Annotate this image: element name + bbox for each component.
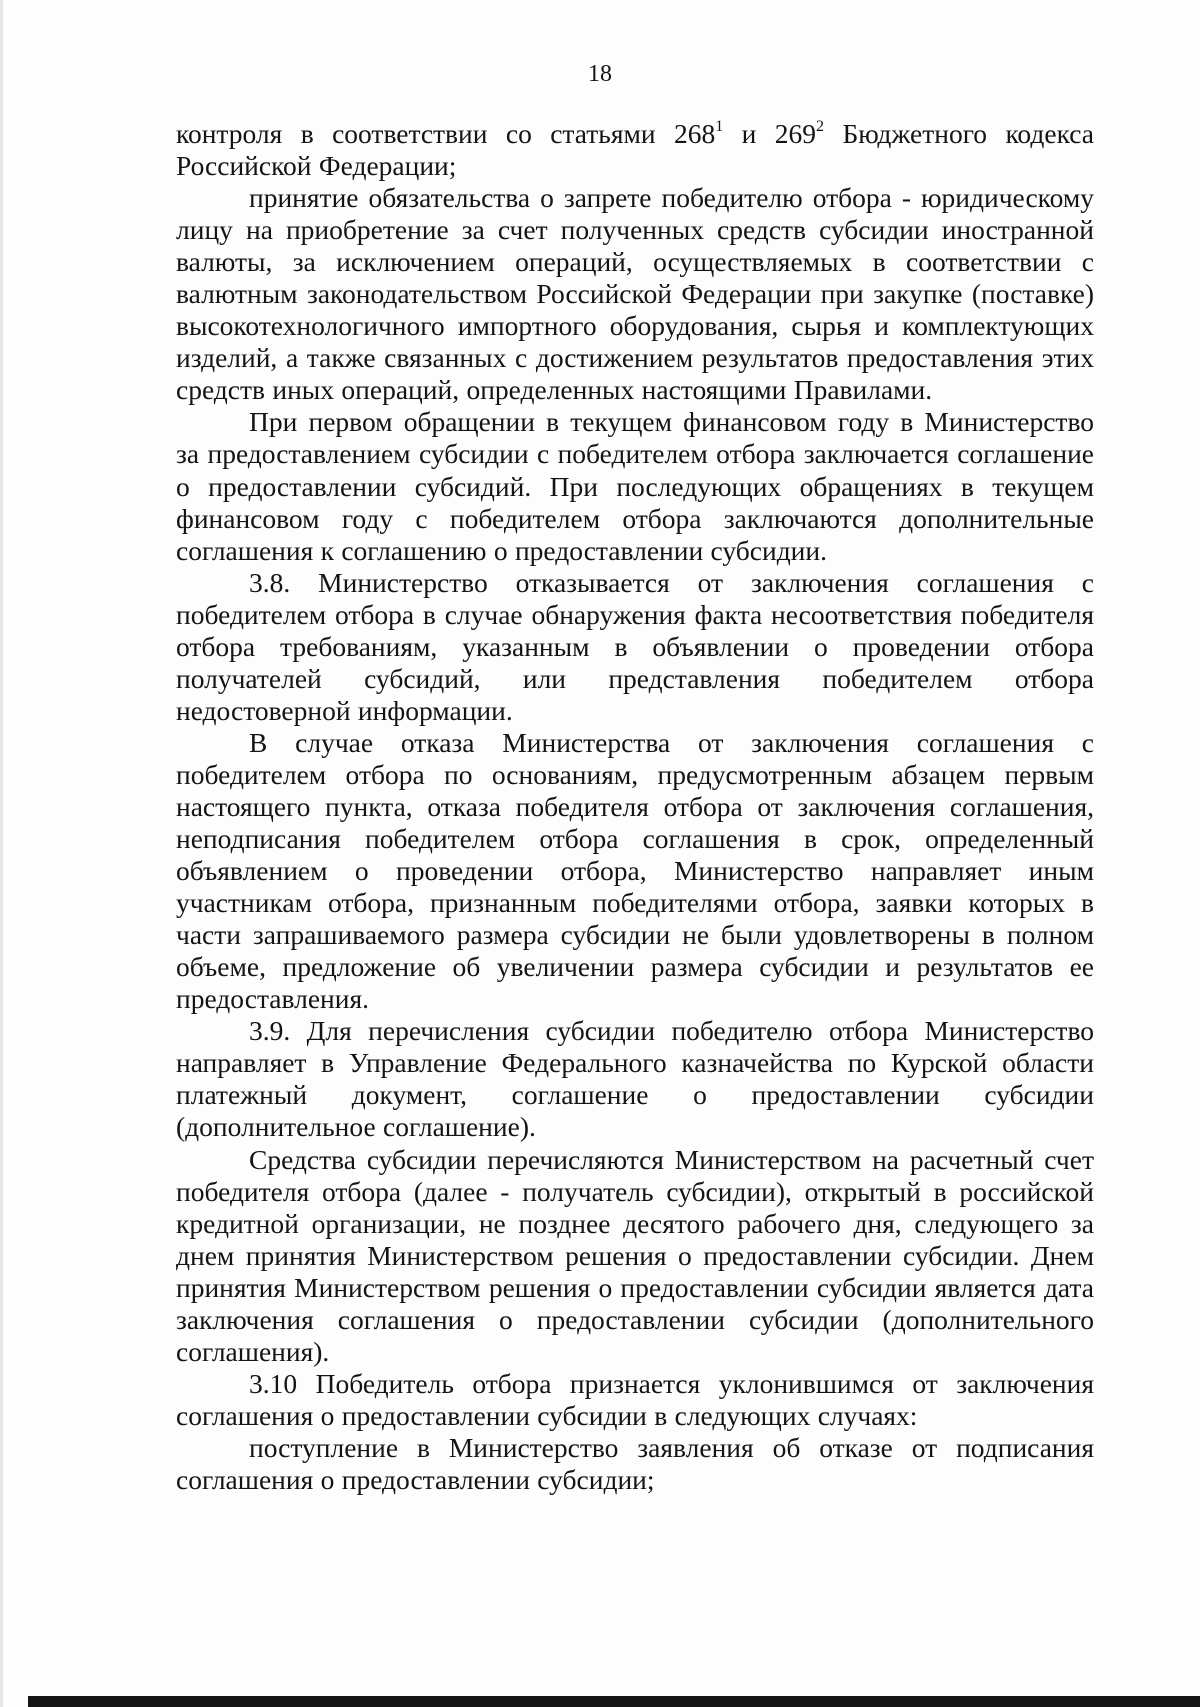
paragraph-currency-ban: принятие обязательства о запрете победителю отбора - юридическому лицу на приобретение за счет полученных средств субсидии иностранной валюты, за исключением операций, осуществляемых в соответствии с валютным законодательством Российской Федерации при закупке (поставке) высокотехнологичного импортного оборудования, сырья и комплектующих изделий, а также связанных с достижением результатов предоставления этих средств иных операций, определенных настоящими Правилами. (176, 182, 1094, 406)
page-number: 18 (588, 61, 612, 87)
paragraph-3-8: 3.8. Министерство отказывается от заключения соглашения с победителем отбора в случае обнаружения факта несоответствия победителя отбора требованиям, указанным в объявлении о проведении отбора получателей субсидий, или представления победителем отбора недостоверной информации. (176, 566, 1094, 726)
paragraph-first-application: При первом обращении в текущем финансовом году в Министерство за предоставлением субсидии с победителем отбора заключается соглашение о предоставлении субсидий. При последующих обращениях в текущем финансовом году с победителем отбора заключаются дополнительные соглашения к соглашению о предоставлении субсидии. (176, 406, 1094, 566)
scan-bottom-edge (28, 1696, 1200, 1707)
document-body (176, 118, 1094, 1496)
paragraph-transfer-funds: Средства субсидии перечисляются Министерством на расчетный счет победителя отбора (далее - получатель субсидии), открытый в российской кредитной организации, не позднее десятого рабочего дня, следующего за днем принятия Министерством решения о предоставлении субсидии. Днем принятия Министерством решения о предоставлении субсидии является дата заключения соглашения о предоставлении субсидии (дополнительного соглашения). (176, 1143, 1094, 1367)
paragraph-control-articles (176, 118, 1094, 182)
paragraph-text: и 269 (723, 118, 817, 149)
paragraph-refusal-statement: поступление в Министерство заявления об отказе от подписания соглашения о предоставлении субсидии; (176, 1431, 1094, 1495)
paragraph-refusal-case: В случае отказа Министерства от заключения соглашения с победителем отбора по основаниям, предусмотренным абзацем первым настоящего пункта, отказа победителя отбора от заключения соглашения, неподписания победителем отбора соглашения в срок, определенный объявлением о проведении отбора, Министерство направляет иным участникам отбора, признанным победителями отбора, заявки которых в части запрашиваемого размера субсидии не были удовлетворены в полном объеме, предложение об увеличении размера субсидии и результатов ее предоставления. (176, 726, 1094, 1015)
paragraph-text: Бюджетного кодекса Российской Федерации; (176, 118, 1094, 182)
paragraph-3-9: 3.9. Для перечисления субсидии победителю отбора Министерство направляет в Управление Федерального казначейства по Курской области платежный документ, соглашение о предоставлении субсидии (дополнительное соглашение). (176, 1015, 1094, 1143)
paragraph-3-10: 3.10 Победитель отбора признается уклонившимся от заключения соглашения о предоставлении субсидии в следующих случаях: (176, 1367, 1094, 1431)
superscript: 2 (816, 117, 825, 135)
scan-left-edge (0, 0, 3, 1707)
superscript: 1 (715, 117, 724, 135)
paragraph-text: контроля в соответствии со статьями 268 (176, 118, 716, 149)
